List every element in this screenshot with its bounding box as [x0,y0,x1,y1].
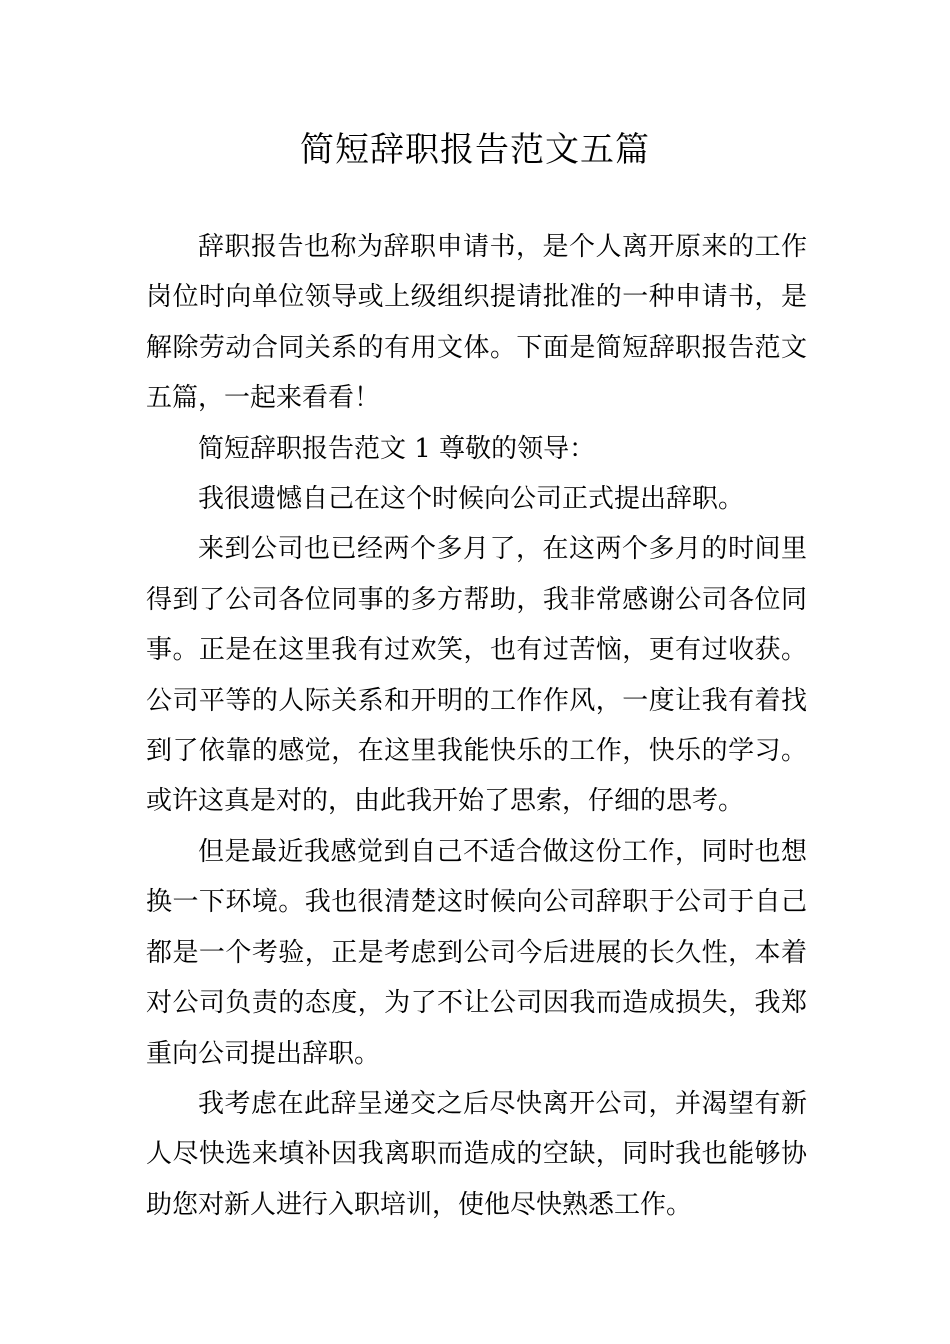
document-title: 简短辞职报告范文五篇 [300,130,650,170]
paragraph-sample-heading: 简短辞职报告范文 1 尊敬的领导： [198,433,596,464]
paragraph-regret: 我很遗憾自己在这个时候向公司正式提出辞职。 [198,484,745,515]
paragraph-handover: 我考虑在此辞呈递交之后尽快离开公司，并渴望有新人尽快选来填补因我离职而造成的空缺，同时我也能够协助您对新人进行入职培训，使他尽快熟悉工作。 [146,1088,807,1220]
document-body [146,222,807,1230]
paragraph-gratitude: 来到公司也已经两个多月了，在这两个多月的时间里得到了公司各位同事的多方帮助，我非常感谢公司各位同事。正是在这里我有过欢笑，也有过苦恼，更有过收获。公司平等的人际关系和开明的工作作风，一度让我有着找到了依靠的感觉，在这里我能快乐的工作，快乐的学习。或许这真是对的，由此我开始了思索，仔细的思考。 [146,534,807,817]
paragraph-intro: 辞职报告也称为辞职申请书，是个人离开原来的工作岗位时向单位领导或上级组织提请批准的一种申请书，是解除劳动合同关系的有用文体。下面是简短辞职报告范文五篇，一起来看看！ [146,232,807,414]
paragraph-reason: 但是最近我感觉到自己不适合做这份工作，同时也想换一下环境。我也很清楚这时候向公司辞职于公司于自己都是一个考验，正是考虑到公司今后进展的长久性，本着对公司负责的态度，为了不让公司因我而造成损失，我郑重向公司提出辞职。 [146,836,807,1069]
